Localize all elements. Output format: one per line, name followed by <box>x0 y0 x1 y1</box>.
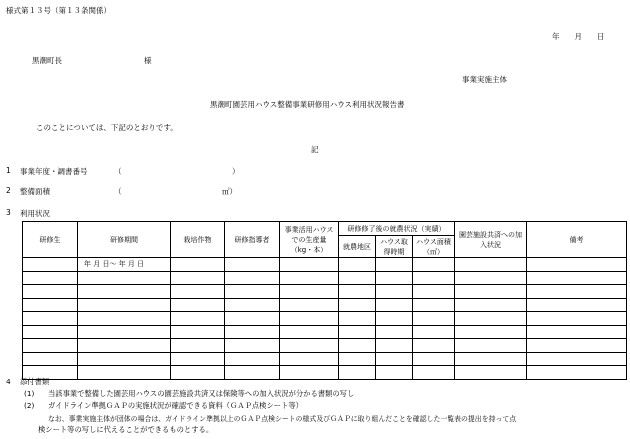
table-cell <box>225 366 280 380</box>
table-cell <box>280 352 339 366</box>
table-cell <box>413 258 455 272</box>
table-cell <box>23 285 78 299</box>
table-cell <box>455 285 527 299</box>
table-cell <box>527 339 627 353</box>
table-cell <box>78 366 171 380</box>
table-cell <box>413 312 455 326</box>
table-row <box>23 366 627 380</box>
document-title: 黒潮町園芸用ハウス整備事業研修用ハウス利用状況報告書 <box>210 100 405 109</box>
table-cell <box>413 352 455 366</box>
table-cell <box>339 312 376 326</box>
table-cell <box>527 352 627 366</box>
table-cell <box>527 312 627 326</box>
table-cell <box>413 366 455 380</box>
attachment-note-line1: なお、事業実施主体が団体の場合は、ガイドライン準拠以上のＧＡＰ点検シートの様式及びＧＡＰに取り組んだことを確認した一覧表の提出を持って点 <box>48 415 517 423</box>
item1-number: 1 <box>6 166 11 175</box>
table-cell <box>455 325 527 339</box>
table-cell <box>455 352 527 366</box>
table-cell <box>527 366 627 380</box>
item2-number: 2 <box>6 186 11 195</box>
table-cell <box>23 339 78 353</box>
item2-close-paren: ㎡） <box>222 187 237 196</box>
table-row <box>23 258 627 272</box>
table-cell <box>527 271 627 285</box>
table-cell <box>376 285 413 299</box>
attachments-heading: 添付書類 <box>20 377 50 386</box>
table-cell <box>527 298 627 312</box>
table-cell <box>171 312 225 326</box>
form-number: 様式第１３号（第１３条関係） <box>6 6 111 15</box>
table-cell <box>455 298 527 312</box>
ki-heading: 記 <box>311 145 319 154</box>
table-row <box>23 271 627 285</box>
intro-text: このことについては、下記のとおりです。 <box>36 123 178 132</box>
table-cell <box>280 258 339 272</box>
table-cell <box>225 285 280 299</box>
table-cell <box>527 258 627 272</box>
attachment-2-number: (2) <box>24 401 35 410</box>
usage-table <box>22 221 627 380</box>
table-cell <box>455 258 527 272</box>
table-cell <box>455 339 527 353</box>
header-trainee: 研修生 <box>23 222 78 258</box>
table-cell <box>413 325 455 339</box>
table-cell <box>171 366 225 380</box>
date-line: 年 月 日 <box>552 32 605 41</box>
table-cell <box>376 258 413 272</box>
table-cell <box>339 352 376 366</box>
table-row <box>23 352 627 366</box>
attachments-number: 4 <box>6 377 11 386</box>
table-cell <box>23 258 78 272</box>
table-cell <box>413 339 455 353</box>
header-remarks: 備考 <box>527 222 627 258</box>
period-placeholder: 年 月 日～ 年 月 日 <box>78 258 171 272</box>
table-cell <box>171 285 225 299</box>
table-cell <box>225 298 280 312</box>
header-house-area: ハウス面積（㎡） <box>413 236 455 258</box>
table-cell <box>225 258 280 272</box>
table-cell <box>280 271 339 285</box>
table-cell <box>339 271 376 285</box>
table-cell <box>280 325 339 339</box>
table-cell <box>376 325 413 339</box>
table-cell <box>339 325 376 339</box>
table-cell <box>527 285 627 299</box>
table-cell <box>23 271 78 285</box>
header-period: 研修期間 <box>78 222 171 258</box>
table-cell <box>376 312 413 326</box>
table-cell <box>23 312 78 326</box>
addressee: 黒潮町長 <box>32 56 62 65</box>
table-cell <box>225 352 280 366</box>
sender-label: 事業実施主体 <box>462 75 507 84</box>
table-row <box>23 339 627 353</box>
table-cell <box>225 339 280 353</box>
table-cell <box>225 312 280 326</box>
table-cell <box>23 298 78 312</box>
item2-label: 整備面積 <box>20 187 50 196</box>
table-cell <box>78 271 171 285</box>
table-cell <box>413 271 455 285</box>
table-body <box>23 258 627 380</box>
header-acquisition: ハウス取得時期 <box>376 236 413 258</box>
attachment-1-text: 当該事業で整備した園芸用ハウスの園芸施設共済又は保険等への加入状況が分かる書類の写し <box>48 389 355 398</box>
table-cell <box>280 366 339 380</box>
table-cell <box>171 352 225 366</box>
table-cell <box>527 325 627 339</box>
table-cell <box>455 271 527 285</box>
table-cell <box>413 298 455 312</box>
table-cell <box>171 339 225 353</box>
table-cell <box>455 366 527 380</box>
table-cell <box>376 271 413 285</box>
table-cell <box>171 298 225 312</box>
header-farm-area: 就農地区 <box>339 236 376 258</box>
table-cell <box>78 339 171 353</box>
header-employment-status: 研修修了後の就農状況（実績） <box>339 222 455 236</box>
header-mutual-aid: 園芸施設共済への加入状況 <box>455 222 527 258</box>
table-cell <box>225 271 280 285</box>
table-cell <box>376 366 413 380</box>
addressee-honorific: 様 <box>144 56 152 65</box>
table-cell <box>171 271 225 285</box>
table-cell <box>339 285 376 299</box>
table-cell <box>78 325 171 339</box>
table-cell <box>280 339 339 353</box>
header-instructor: 研修指導者 <box>225 222 280 258</box>
item1-close-paren: ） <box>232 167 240 176</box>
attachment-note-line2: 検シート等の写しに代えることができるものとする。 <box>38 425 214 434</box>
table-cell <box>280 312 339 326</box>
table-cell <box>23 325 78 339</box>
item3-number: 3 <box>6 208 11 217</box>
table-cell <box>78 352 171 366</box>
table-cell <box>78 285 171 299</box>
table-cell <box>280 298 339 312</box>
table-cell <box>339 366 376 380</box>
table-cell <box>339 258 376 272</box>
item1-label: 事業年度・調書番号 <box>20 167 88 176</box>
table-cell <box>376 339 413 353</box>
table-row <box>23 325 627 339</box>
table-cell <box>171 258 225 272</box>
table-cell <box>23 352 78 366</box>
table-cell <box>280 285 339 299</box>
table-cell <box>171 325 225 339</box>
table-cell <box>413 285 455 299</box>
header-crop: 栽培作物 <box>171 222 225 258</box>
table-cell <box>339 339 376 353</box>
table-cell <box>376 352 413 366</box>
table-row <box>23 285 627 299</box>
header-production: 事業活用ハウスでの生産量（kg・本） <box>280 222 339 258</box>
table-row <box>23 298 627 312</box>
table-cell <box>78 312 171 326</box>
table-row <box>23 312 627 326</box>
item3-label: 利用状況 <box>20 209 50 218</box>
item2-open-paren: （ <box>114 187 122 196</box>
table-cell <box>78 298 171 312</box>
table-cell <box>376 298 413 312</box>
table-cell <box>455 312 527 326</box>
item1-open-paren: （ <box>114 167 122 176</box>
table-cell <box>339 298 376 312</box>
attachment-2-text: ガイドライン準拠ＧＡＰの実施状況が確認できる資料（ＧＡＰ点検シート等） <box>48 401 303 410</box>
table-cell <box>225 325 280 339</box>
attachment-1-number: (1) <box>24 389 35 398</box>
